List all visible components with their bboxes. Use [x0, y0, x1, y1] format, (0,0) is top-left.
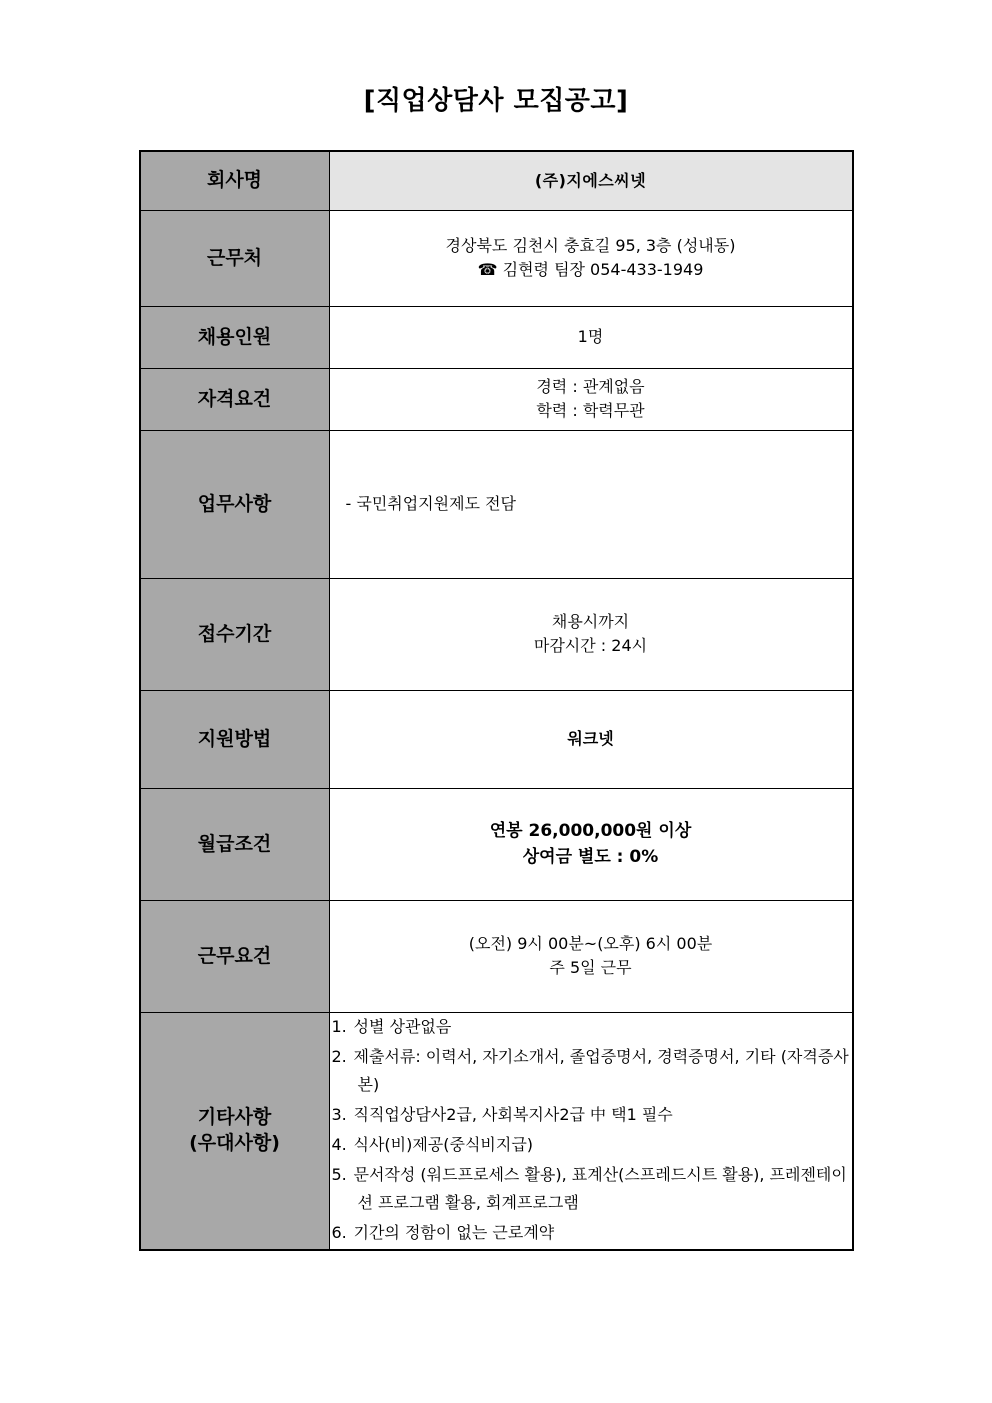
table-row-workplace — [140, 210, 853, 306]
table-row-apply-method — [140, 690, 853, 788]
period-until: 채용시까지 — [551, 611, 630, 631]
row-label-headcount: 채용인원 — [140, 306, 330, 368]
list-item-text: 성별 상관없음 — [353, 1016, 452, 1036]
row-label-apply-method: 지원방법 — [140, 690, 330, 788]
table-row-duties — [140, 430, 853, 578]
list-item-text: 기간의 정함이 없는 근로계약 — [353, 1222, 555, 1242]
salary-annual: 연봉 26,000,000원 이상 — [489, 820, 692, 841]
salary-bonus: 상여금 별도 : 0% — [522, 847, 659, 868]
work-conditions-value — [329, 900, 853, 1012]
row-label-period: 접수기간 — [140, 578, 330, 690]
table-row-salary — [140, 788, 853, 900]
list-item — [332, 1219, 852, 1247]
list-item-number: 4. — [331, 1134, 347, 1154]
list-item-text: 제출서류: 이력서, 자기소개서, 졸업증명서, 경력증명서, 기타 (자격증사본) — [353, 1046, 849, 1094]
list-item-text: 문서작성 (워드프로세스 활용), 표계산(스프레드시트 활용), 프레젠테이션 프로그램 활용, 회계프로그램 — [353, 1164, 847, 1212]
row-label-salary: 월급조건 — [140, 788, 330, 900]
headcount-value — [329, 306, 853, 368]
table-row-company — [140, 151, 853, 210]
list-item-text: 직직업상담사2급, 사회복지사2급 中 택1 필수 — [353, 1104, 673, 1124]
duties-value — [329, 430, 853, 578]
row-label-work-conditions: 근무요건 — [140, 900, 330, 1012]
headcount-text: 1명 — [577, 326, 604, 346]
apply-method-value: 워크넷 — [329, 690, 853, 788]
table-row-headcount — [140, 306, 853, 368]
duties-text: - 국민취업지원제도 전담 — [345, 493, 517, 513]
salary-value — [329, 788, 853, 900]
row-label-misc-line2: (우대사항) — [189, 1131, 280, 1154]
list-item — [332, 1161, 852, 1217]
list-item-number: 3. — [331, 1104, 347, 1124]
qualification-value — [329, 368, 853, 430]
job-notice-table — [139, 150, 854, 1251]
row-label-misc — [140, 1012, 330, 1250]
period-value — [329, 578, 853, 690]
table-row-qualification — [140, 368, 853, 430]
period-deadline: 마감시간 : 24시 — [533, 636, 648, 656]
row-label-qualification: 자격요건 — [140, 368, 330, 430]
qualification-education: 학력 : 학력무관 — [536, 401, 645, 421]
row-label-company: 회사명 — [140, 151, 330, 210]
page-title: [직업상담사 모집공고] — [363, 86, 629, 116]
table-row-work-conditions — [140, 900, 853, 1012]
list-item-number: 5. — [331, 1164, 347, 1184]
list-item-number: 6. — [331, 1222, 347, 1242]
qualification-career: 경력 : 관계없음 — [536, 376, 645, 396]
row-label-workplace: 근무처 — [140, 210, 330, 306]
list-item-text: 식사(비)제공(중식비지급) — [353, 1134, 534, 1154]
list-item — [332, 1043, 852, 1099]
list-item — [332, 1131, 852, 1159]
table-row-period — [140, 578, 853, 690]
row-label-duties: 업무사항 — [140, 430, 330, 578]
list-item-number: 2. — [331, 1046, 347, 1066]
work-days: 주 5일 근무 — [549, 958, 632, 978]
company-name-value: (주)지에스씨넷 — [329, 151, 853, 210]
table-row-misc — [140, 1012, 853, 1250]
misc-value — [329, 1012, 853, 1250]
work-hours: (오전) 9시 00분~(오후) 6시 00분 — [468, 933, 713, 953]
list-item — [332, 1101, 852, 1129]
list-item — [332, 1013, 852, 1041]
list-item-number: 1. — [331, 1016, 347, 1036]
workplace-address: 경상북도 김천시 충효길 95, 3층 (성내동) — [445, 235, 736, 255]
workplace-contact: ☎ 김현령 팀장 054-433-1949 — [477, 260, 704, 280]
misc-list — [330, 1013, 852, 1247]
workplace-value — [329, 210, 853, 306]
row-label-misc-line1: 기타사항 — [197, 1106, 272, 1129]
